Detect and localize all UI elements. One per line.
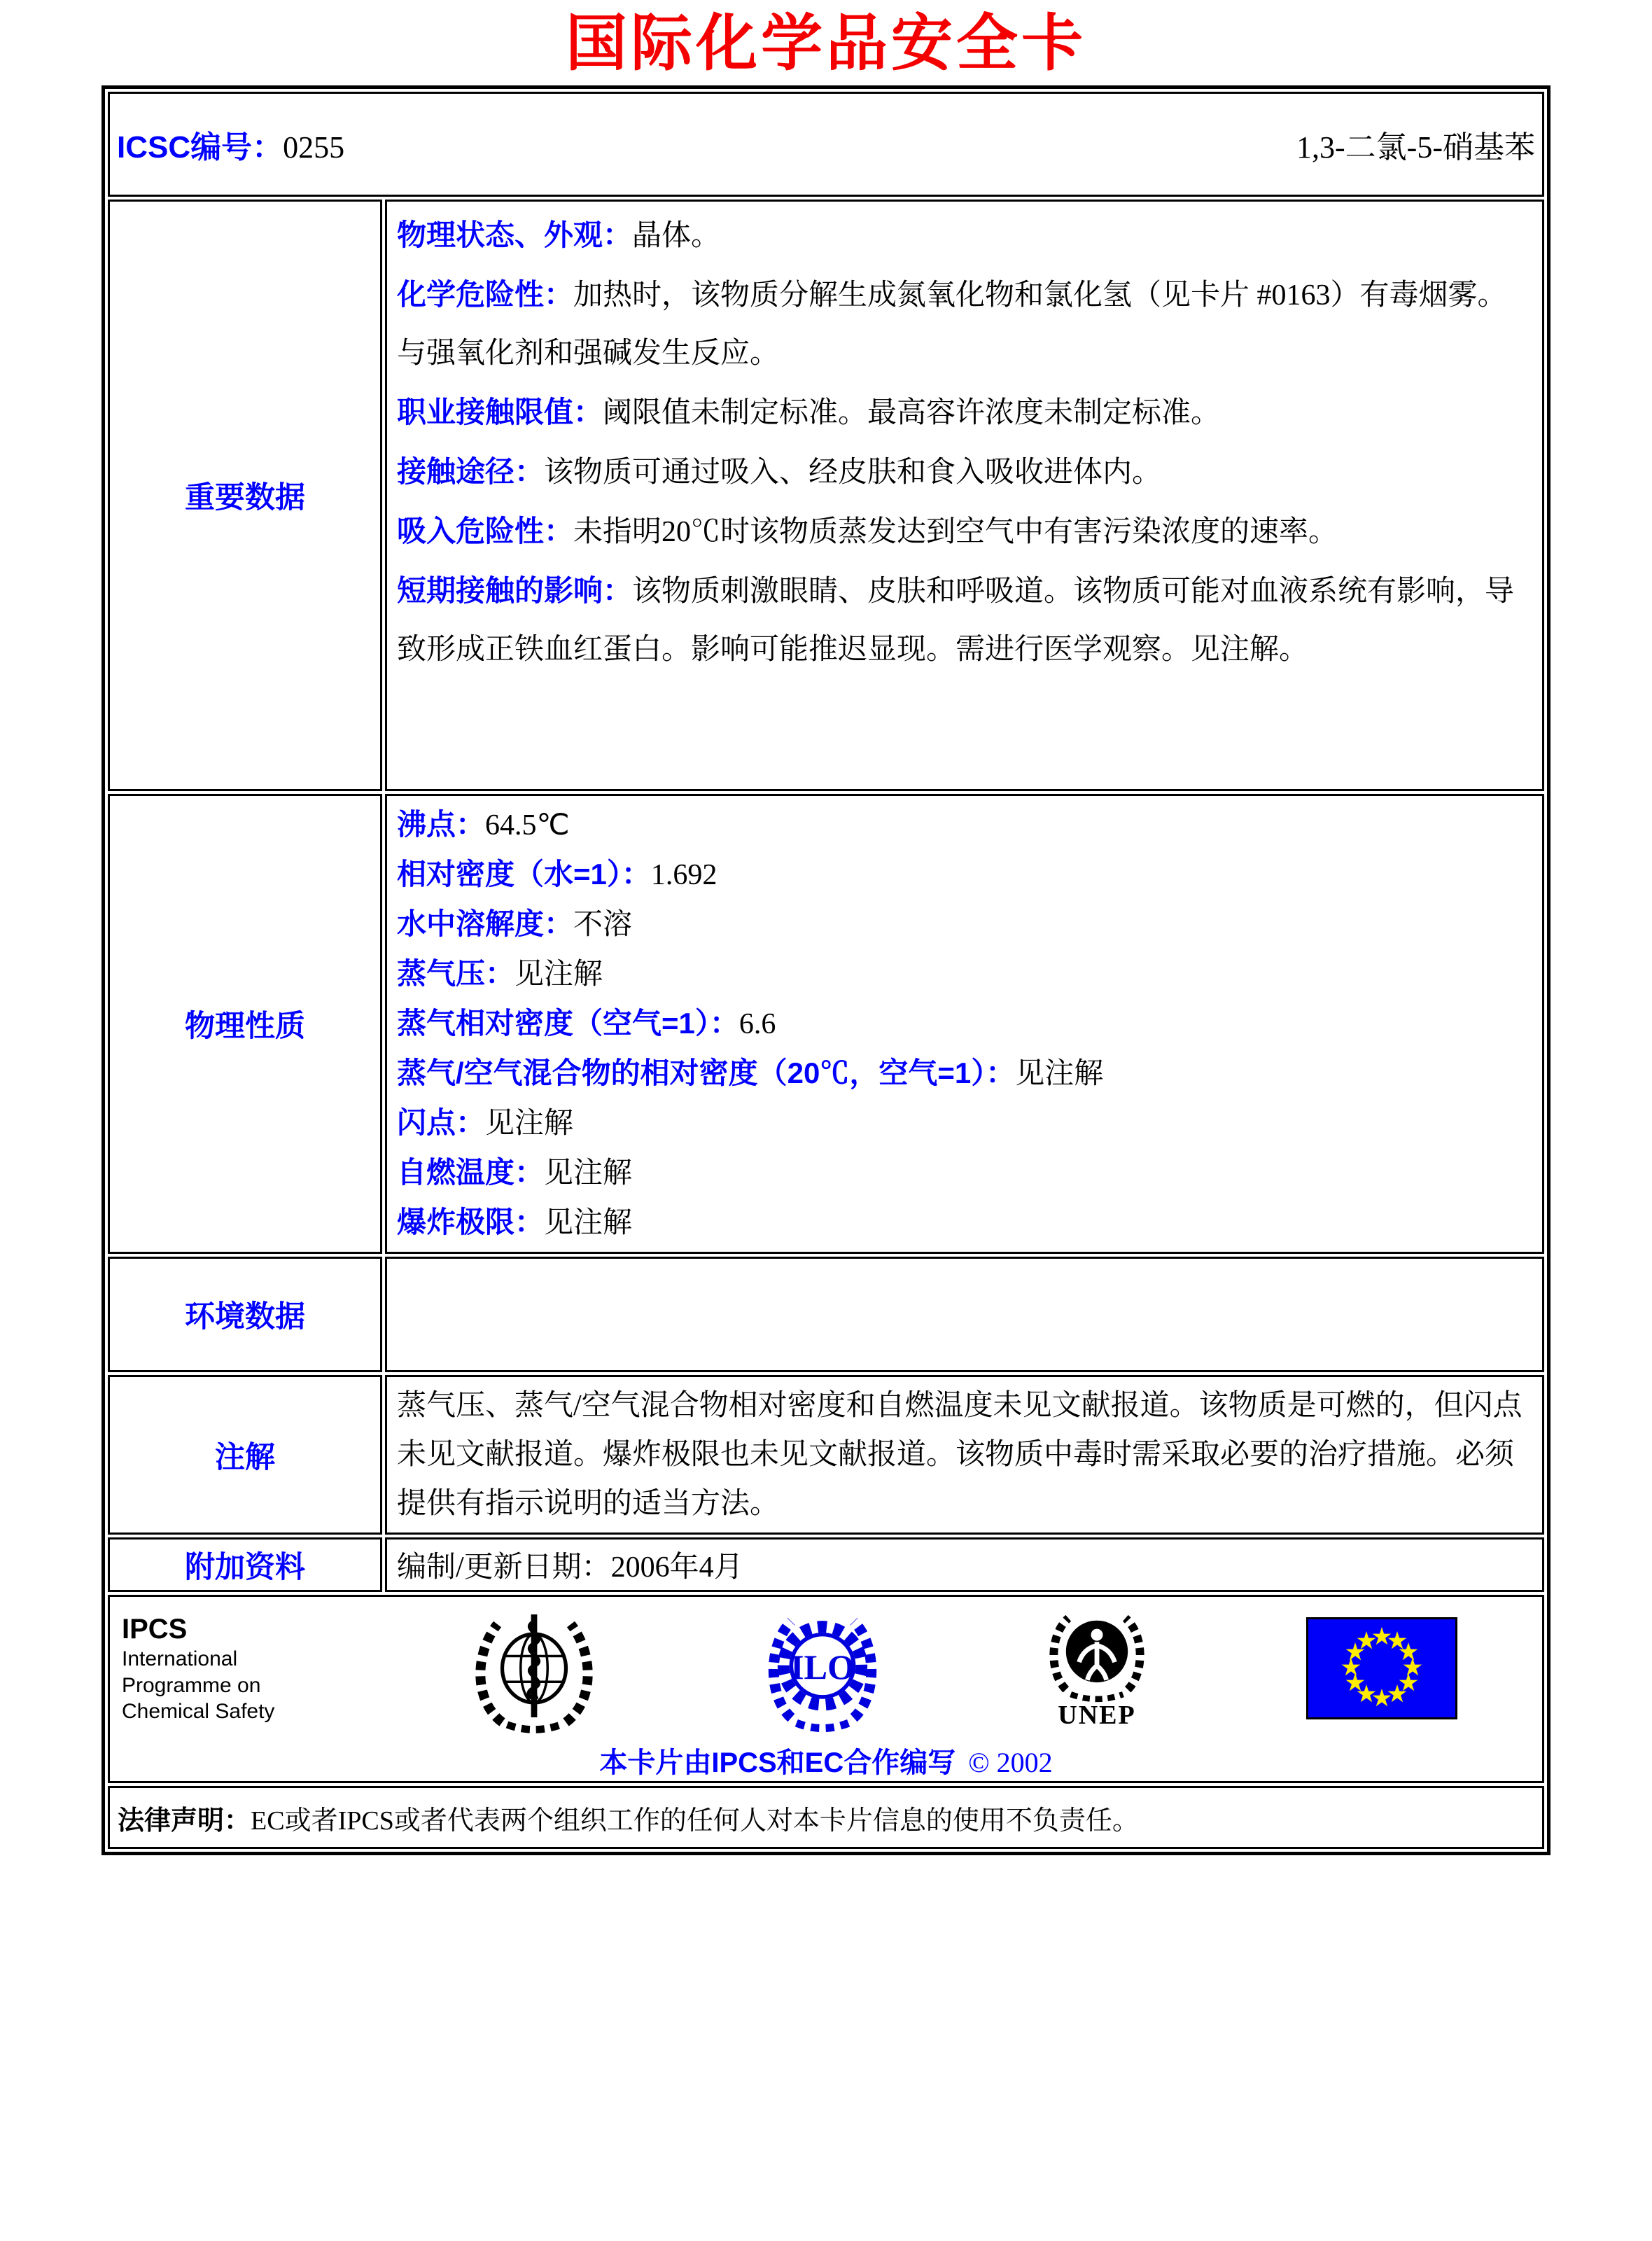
ipcs-line: Programme on <box>122 1673 261 1697</box>
field-value: 该物质刺激眼睛、皮肤和呼吸道。该物质可能对血液系统有影响，导致形成正铁血红蛋白。影响可能推迟显现。需进行医学观察。见注解。 <box>397 575 1515 666</box>
unep-caption: UNEP <box>1058 1701 1136 1731</box>
field-label: 蒸气/空气混合物的相对密度（20℃，空气=1）： <box>397 1056 1016 1090</box>
field-label: 编制/更新日期： <box>397 1551 611 1584</box>
field-vapor-pressure <box>397 949 1532 999</box>
additional-info-content <box>385 1537 1544 1592</box>
field-value: 阈限值未制定标准。最高容许浓度未制定标准。 <box>603 397 1221 430</box>
section-label-additional-info: 附加资料 <box>108 1537 382 1592</box>
additional-info-row <box>108 1537 1544 1592</box>
field-label: 化学危险性： <box>397 278 574 312</box>
icsc-number-label: ICSC编号： <box>117 130 284 165</box>
field-label: 物理状态、外观： <box>397 218 633 252</box>
field-value: 见注解 <box>544 1207 633 1240</box>
field-label: 自燃温度： <box>397 1156 545 1189</box>
physical-properties-row <box>108 794 1544 1254</box>
field-label: 职业接触限值： <box>397 396 603 429</box>
page-title: 国际化学品安全卡 <box>565 11 1086 78</box>
field-chemical-danger <box>397 265 1532 383</box>
section-label-environmental-data: 环境数据 <box>108 1257 382 1372</box>
icsc-number-value: 0255 <box>283 130 345 165</box>
field-value: 见注解 <box>544 1157 633 1190</box>
field-exposure-routes <box>397 442 1532 502</box>
field-value: 见注解 <box>485 1108 574 1140</box>
field-value: 晶体。 <box>632 220 721 253</box>
notes-text <box>397 1381 1532 1528</box>
icsc-number <box>117 122 344 167</box>
field-value: 该物质可通过吸入、经皮肤和食入吸收进体内。 <box>544 456 1162 489</box>
important-data-row <box>108 200 1544 791</box>
field-value: 64.5℃ <box>485 809 570 842</box>
field-label: 爆炸极限： <box>397 1206 545 1239</box>
eu-flag-icon <box>1306 1617 1457 1719</box>
field-value: 未指明20℃时该物质蒸发达到空气中有害污染浓度的速率。 <box>573 516 1338 549</box>
field-flash-point <box>397 1098 1532 1148</box>
environmental-data-content <box>385 1257 1544 1372</box>
field-inhalation-risk <box>397 502 1532 561</box>
logos-row <box>108 1595 1544 1783</box>
section-label-important-data: 重要数据 <box>108 200 382 791</box>
field-short-term-effects <box>397 561 1532 679</box>
legal-row <box>108 1786 1544 1849</box>
field-update-date <box>397 1544 1532 1586</box>
ilo-logo-icon <box>757 1603 888 1733</box>
section-label-notes: 注解 <box>108 1375 382 1535</box>
credit-text: 本卡片由IPCS和EC合作编写 <box>599 1747 956 1779</box>
notes-row <box>108 1375 1544 1535</box>
field-label: 沸点： <box>397 808 486 842</box>
ipcs-text-block <box>122 1612 311 1725</box>
header-row <box>108 92 1544 197</box>
field-label: 蒸气压： <box>397 957 515 991</box>
field-relative-density <box>397 850 1532 900</box>
field-explosive-limits <box>397 1198 1532 1248</box>
field-value: 蒸气压、蒸气/空气混合物相对密度和自燃温度未见文献报道。该物质是可燃的，但闪点未见文献报道。爆炸极限也未见文献报道。该物质中毒时需采取必要的治疗措施。必须提供有指示说明的适当方法。 <box>397 1390 1522 1521</box>
field-value: 不溶 <box>573 909 633 942</box>
legal-cell <box>108 1786 1544 1849</box>
legal-text: EC或者IPCS或者代表两个组织工作的任何人对本卡片信息的使用不负责任。 <box>251 1806 1139 1836</box>
field-value: 见注解 <box>1015 1058 1104 1091</box>
field-physical-state <box>397 206 1532 265</box>
header-cell <box>108 92 1544 197</box>
ipcs-acronym: IPCS <box>122 1614 188 1645</box>
ipcs-line: Chemical Safety <box>122 1700 275 1724</box>
field-water-solubility <box>397 900 1532 949</box>
field-value: 6.6 <box>738 1008 776 1041</box>
ipcs-line: International <box>122 1647 238 1671</box>
chemical-name: 1,3-二氯-5-硝基苯 <box>1296 130 1535 165</box>
field-occupational-limits <box>397 383 1532 442</box>
copyright-text: © 2002 <box>968 1747 1053 1779</box>
icsc-document-page <box>0 13 1652 2241</box>
icsc-card-table <box>102 85 1550 1855</box>
field-label: 闪点： <box>397 1106 486 1140</box>
field-label: 吸入危险性： <box>397 515 574 548</box>
field-vapor-air-mixture-density <box>397 1049 1532 1098</box>
ilo-letters: ILO <box>790 1647 855 1687</box>
physical-properties-content <box>385 794 1544 1254</box>
credit-line <box>111 1740 1541 1780</box>
field-label: 相对密度（水=1）： <box>397 858 651 891</box>
important-data-content <box>385 200 1544 791</box>
field-label: 蒸气相对密度（空气=1）： <box>397 1007 739 1040</box>
field-label: 接触途径： <box>397 455 545 489</box>
field-label: 水中溶解度： <box>397 907 574 941</box>
field-value: 加热时，该物质分解生成氮氧化物和氯化氢（见卡片 #0163）有毒烟雾。与强氧化剂和强碱发生反应。 <box>397 279 1507 370</box>
section-label-physical-properties: 物理性质 <box>108 794 382 1254</box>
field-autoignition-temperature <box>397 1148 1532 1198</box>
unep-logo-icon <box>1037 1606 1156 1704</box>
field-boiling-point <box>397 800 1532 850</box>
who-logo-icon <box>461 1603 608 1733</box>
notes-content <box>385 1375 1544 1535</box>
field-value: 见注解 <box>514 958 603 991</box>
legal-label: 法律声明： <box>118 1806 251 1836</box>
field-vapor-relative-density <box>397 999 1532 1049</box>
unep-logo-block <box>1037 1606 1156 1731</box>
environmental-data-row <box>108 1257 1544 1372</box>
field-label: 短期接触的影响： <box>397 574 633 608</box>
field-value: 1.692 <box>650 859 718 892</box>
logos-cell <box>108 1595 1544 1783</box>
field-value: 2006年4月 <box>610 1551 743 1584</box>
